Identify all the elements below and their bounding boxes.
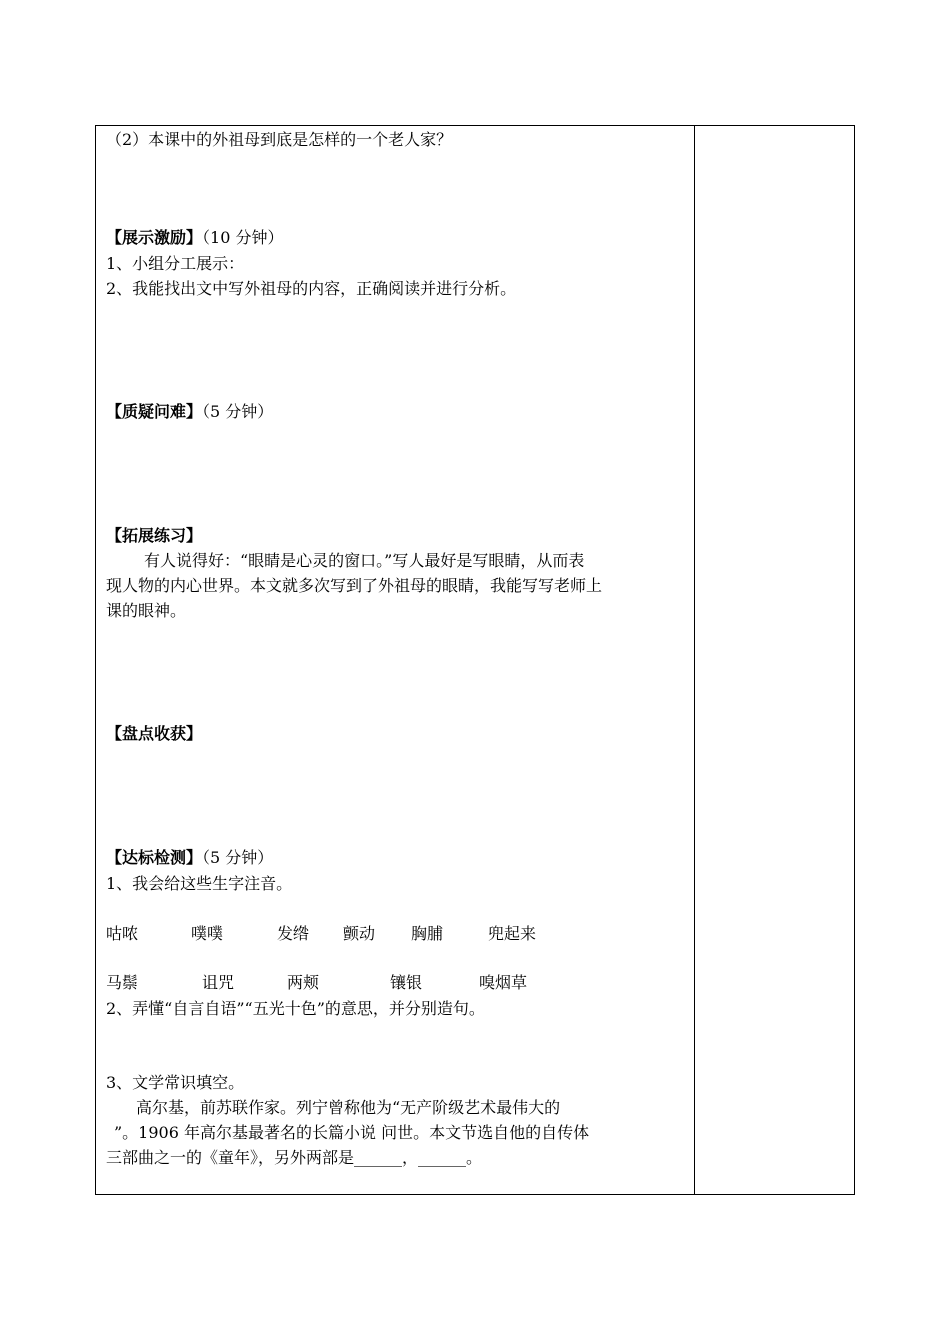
extend-heading: 【拓展练习】 [106,526,203,545]
word-8: 诅咒 [202,973,235,992]
show-title: 【展示激励】 [106,228,203,247]
show-item-2: 2、我能找出文中写外祖母的内容，正确阅读并进行分析。 [106,279,517,298]
extend-line-2: 现人物的内心世界。本文就多次写到了外祖母的眼睛，我能写写老师上 [106,576,603,595]
test-heading [106,848,273,868]
lesson-table [95,125,855,1195]
extend-line-3: 课的眼神。 [106,601,187,620]
question-heading [106,402,273,422]
word-3: 发绺 [277,924,310,943]
word-4: 颤动 [343,924,376,943]
test-item-1: 1、我会给这些生字注音。 [106,874,293,893]
question-2: （2）本课中的外祖母到底是怎样的一个老人家？ [106,130,453,149]
show-time: （10 分钟） [202,228,284,247]
word-11: 嗅烟草 [479,973,528,992]
test-item-3: 3、文学常识填空。 [106,1073,245,1092]
test-title: 【达标检测】 [106,848,203,867]
lit-line-1: 高尔基，前苏联作家。列宁曾称他为“无产阶级艺术最伟大的 [136,1098,561,1117]
word-1: 咕哝 [106,924,139,943]
question-time: （5 分钟） [202,402,274,421]
test-time: （5 分钟） [202,848,274,867]
show-item-1: 1、小组分工展示： [106,254,245,273]
word-6: 兜起来 [488,924,537,943]
extend-line-1: 有人说得好：“眼睛是心灵的窗口。”写人最好是写眼睛，从而表 [144,551,585,570]
lit-line-3: 三部曲之一的《童年》，另外两部是______，______。 [106,1148,483,1167]
word-10: 镶银 [390,973,423,992]
notes-column [695,126,854,1194]
word-5: 胸脯 [411,924,444,943]
test-item-2: 2、弄懂“自言自语”“五光十色”的意思，并分别造句。 [106,999,485,1018]
word-9: 两颊 [287,973,320,992]
word-7: 马鬃 [106,973,139,992]
harvest-heading: 【盘点收获】 [106,724,203,743]
show-heading [106,228,283,248]
question-title: 【质疑问难】 [106,402,203,421]
word-2: 噗噗 [191,924,224,943]
lit-line-2: ”。1906 年高尔基最著名的长篇小说 问世。本文节选自他的自传体 [114,1123,590,1142]
